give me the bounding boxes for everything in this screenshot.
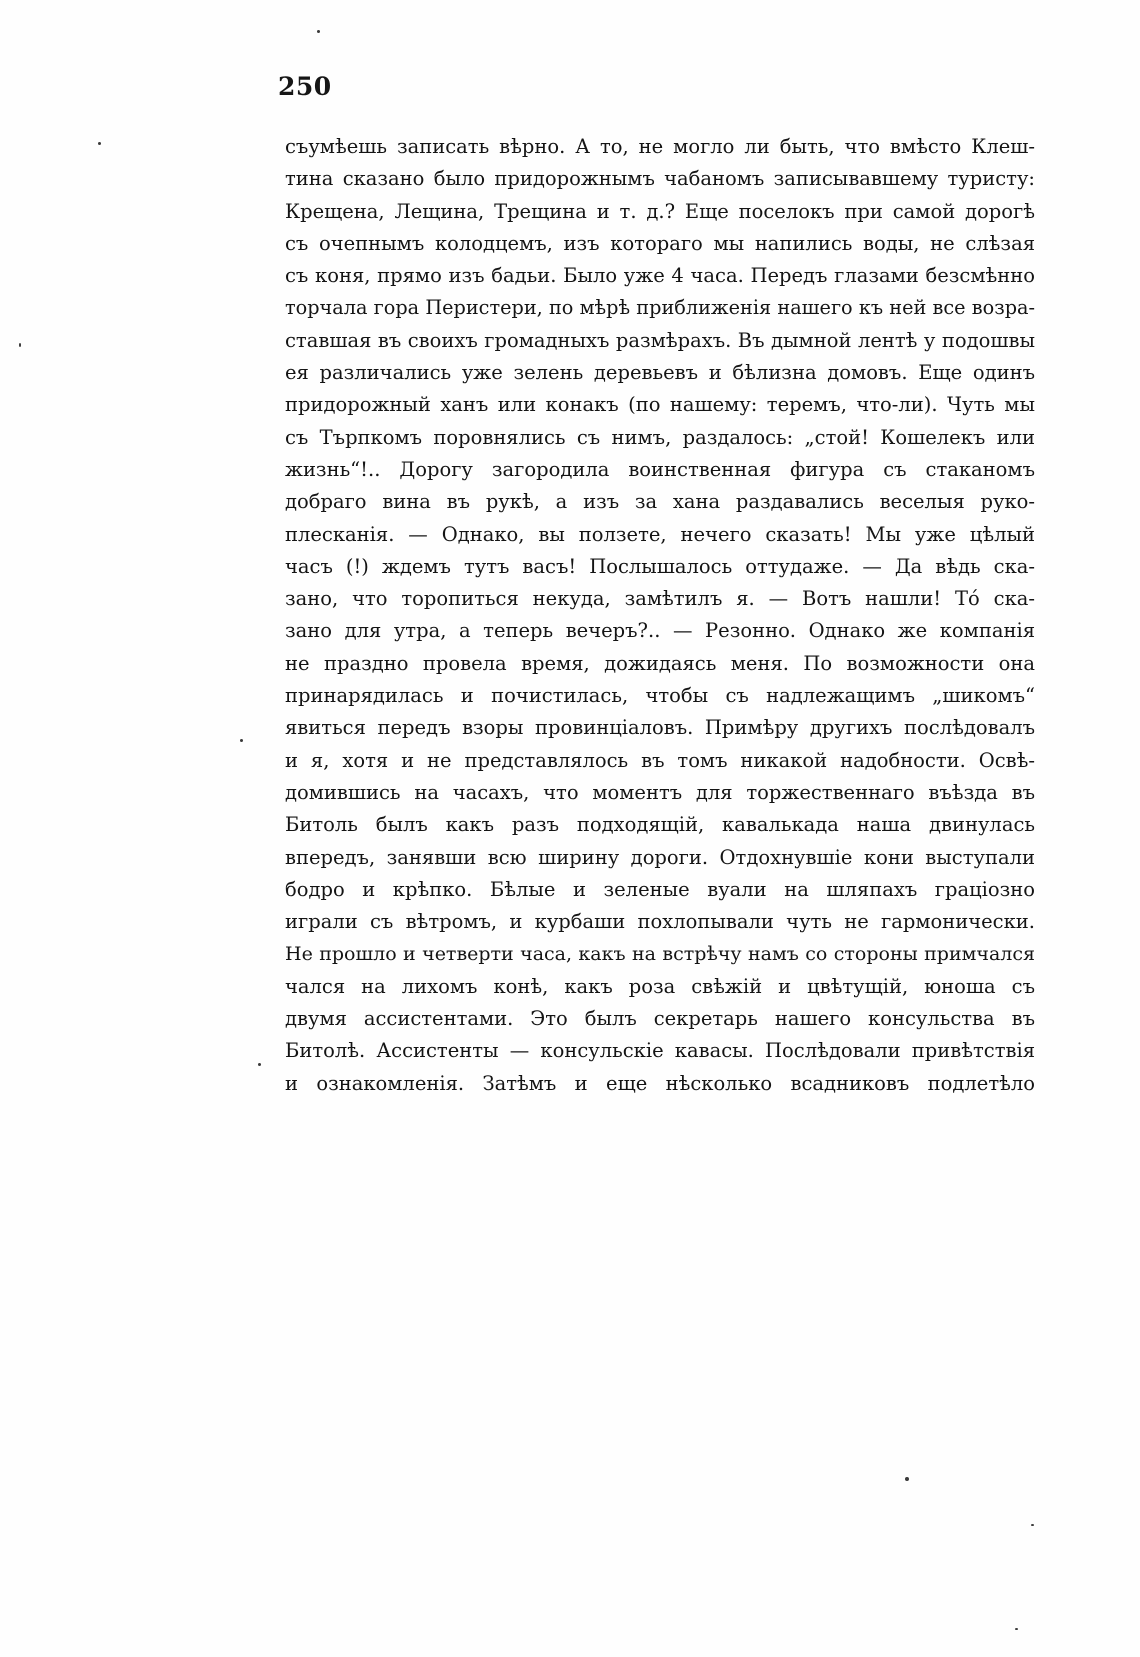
text-line: Битолѣ. Ассистенты — консульскіе кавасы. Послѣдовали привѣтствія: [285, 1039, 1035, 1063]
scan-speck: [905, 1477, 909, 1481]
text-line: играли съ вѣтромъ, и курбаши похлопывали чуть не гармонически.: [285, 910, 1035, 934]
text-line: впередъ, занявши всю ширину дороги. Отдохнувшіе кони выступали: [285, 845, 1035, 869]
text-line: ея различались уже зелень деревьевъ и бѣлизна домовъ. Еще одинъ: [285, 361, 1035, 385]
text-line: Битоль былъ какъ разъ подходящій, кавалькада наша двинулась: [285, 813, 1035, 837]
text-line: не праздно провела время, дожидаясь меня. По возможности она: [285, 651, 1035, 675]
scan-speck: [1015, 1628, 1018, 1630]
text-line: бодро и крѣпко. Бѣлые и зеленые вуали на шляпахъ граціозно: [285, 877, 1035, 901]
scan-speck: [317, 30, 320, 33]
page-number: 250: [278, 72, 332, 101]
text-line: добраго вина въ рукѣ, а изъ за хана раздавались веселыя руко-: [285, 490, 1035, 514]
text-line: явиться передъ взоры провинціаловъ. Примѣру другихъ послѣдовалъ: [285, 716, 1035, 740]
text-line: принарядилась и почистилась, чтобы съ надлежащимъ „шикомъ“: [285, 684, 1035, 708]
text-line: съ Търпкомъ поровнялись съ нимъ, раздалось: „стой! Кошелекъ или: [285, 425, 1035, 449]
text-line: и ознакомленія. Затѣмъ и еще нѣсколько всадниковъ подлетѣло: [285, 1071, 1035, 1095]
text-line: жизнь“!.. Дорогу загородила воинственная фигура съ стаканомъ: [285, 457, 1035, 481]
body-text: [285, 131, 1035, 1100]
text-line: зано, что торопиться некуда, замѣтилъ я. — Вотъ нашли! Тó ска-: [285, 587, 1035, 611]
text-line: съ коня, прямо изъ бадьи. Было уже 4 часа. Передъ глазами безсмѣнно: [285, 264, 1035, 288]
scan-speck: [240, 739, 243, 742]
text-line: плесканія. — Однако, вы ползете, нечего сказать! Мы уже цѣлый: [285, 522, 1035, 546]
scan-speck: [98, 142, 101, 145]
text-line: домившись на часахъ, что моментъ для торжественнаго въѣзда въ: [285, 780, 1035, 804]
scan-speck: [19, 343, 21, 347]
text-line: Не прошло и четверти часа, какъ на встрѣчу намъ со стороны примчался: [285, 943, 1035, 966]
text-line: торчала гора Перистери, по мѣрѣ приближенія нашего къ ней все возра-: [285, 296, 1035, 320]
text-line: зано для утра, а теперь вечеръ?.. — Резонно. Однако же компанія: [285, 619, 1035, 643]
text-line: двумя ассистентами. Это былъ секретарь нашего консульства въ: [285, 1007, 1035, 1031]
text-line: придорожный ханъ или конакъ (по нашему: теремъ, что-ли). Чуть мы: [285, 393, 1035, 417]
text-line: съ очепнымъ колодцемъ, изъ котораго мы напились воды, не слѣзая: [285, 231, 1035, 255]
text-line: Крещена, Лещина, Трещина и т. д.? Еще поселокъ при самой дорогѣ: [285, 199, 1035, 223]
text-line: чался на лихомъ конѣ, какъ роза свѣжій и цвѣтущій, юноша съ: [285, 974, 1035, 998]
scan-speck: [1031, 1524, 1034, 1526]
text-line: съумѣешь записать вѣрно. А то, не могло ли быть, что вмѣсто Клеш-: [285, 135, 1035, 158]
scan-speck: [258, 1063, 261, 1066]
text-line: часъ (!) ждемъ тутъ васъ! Послышалось оттудаже. — Да вѣдь ска-: [285, 554, 1035, 578]
text-line: тина сказано было придорожнымъ чабаномъ записывавшему туристу:: [285, 167, 1035, 191]
text-line: и я, хотя и не представлялось въ томъ никакой надобности. Освѣ-: [285, 748, 1035, 772]
text-line: ставшая въ своихъ громадныхъ размѣрахъ. Въ дымной лентѣ у подошвы: [285, 328, 1035, 352]
